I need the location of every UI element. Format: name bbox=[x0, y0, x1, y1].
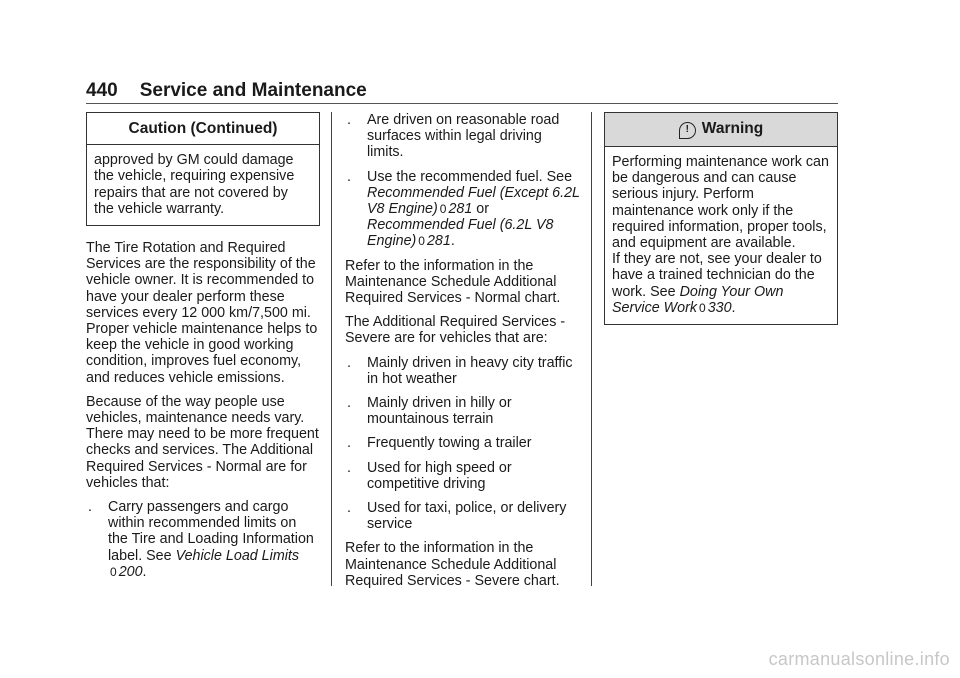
bullet-marker: . bbox=[88, 499, 92, 516]
page-number: 440 bbox=[86, 80, 118, 101]
caution-box bbox=[86, 112, 320, 226]
caution-title: Caution (Continued) bbox=[87, 113, 319, 145]
bullet-marker: . bbox=[347, 354, 351, 371]
section-title: Service and Maintenance bbox=[139, 80, 367, 101]
conjunction-text: or bbox=[476, 201, 489, 218]
page-reference-link[interactable]: 330 bbox=[707, 299, 732, 316]
paragraph-normal-chart: Refer to the information in the Maintenance Schedule Additional Required Services - Normal chart. bbox=[345, 257, 561, 307]
column-1 bbox=[86, 112, 320, 588]
page-arrow-icon: 0 bbox=[699, 300, 706, 315]
list-item bbox=[345, 435, 581, 451]
warning-line: maintenance work only if the bbox=[612, 202, 794, 219]
cross-reference-link[interactable]: Doing Your Own Service Work bbox=[612, 283, 784, 316]
bullet-marker: . bbox=[347, 168, 351, 185]
bullet-text: Use the recommended fuel. See bbox=[367, 168, 573, 185]
bullet-marker: . bbox=[347, 500, 351, 517]
column-2 bbox=[345, 112, 581, 597]
paragraph-maintenance-needs: Because of the way people use vehicles, maintenance needs vary. There may need to be more frequent checks and services. The Additional Required Services - Normal are for vehicles that: bbox=[86, 393, 319, 491]
page-header bbox=[86, 80, 367, 102]
page-arrow-icon: 0 bbox=[110, 564, 117, 579]
warning-header bbox=[605, 113, 837, 147]
warning-line: work. See Doing Your Own Service Work 0 330. bbox=[612, 283, 784, 316]
watermark: carmanualsonline.info bbox=[768, 649, 950, 669]
list-item bbox=[345, 395, 581, 427]
warning-line: and equipment are available. bbox=[612, 235, 796, 252]
page-arrow-icon: 0 bbox=[418, 234, 425, 249]
page-reference-link[interactable]: 200 bbox=[118, 563, 143, 580]
bullet-marker: . bbox=[347, 112, 351, 128]
bullet-text: Carry passengers and cargo within recommended limits on the Tire and Loading Information label. See bbox=[108, 499, 314, 564]
bullet-text: Mainly driven in hilly or mountainous terrain bbox=[367, 395, 512, 428]
caution-line: repairs that are not covered by bbox=[94, 184, 288, 201]
cross-reference-link[interactable]: Vehicle Load Limits bbox=[175, 547, 300, 564]
caution-line: approved by GM could damage bbox=[94, 152, 294, 169]
warning-icon: ! bbox=[679, 122, 696, 139]
cross-reference-link[interactable]: Recommended Fuel (6.2L V8 Engine) bbox=[367, 217, 554, 250]
page-reference-link[interactable]: 281 bbox=[426, 233, 451, 250]
bullet-text: Mainly driven in heavy city traffic in hot weather bbox=[367, 354, 573, 387]
column-divider bbox=[591, 112, 592, 586]
warning-see-text: work. See bbox=[612, 283, 676, 300]
warning-line: serious injury. Perform bbox=[612, 186, 754, 203]
list-item: . Use the recommended fuel. See Recommended Fuel (Except 6.2L V8 Engine) 0 281 or Recommended Fuel (6.2L V8 Engine) 0 281. bbox=[347, 168, 580, 250]
caution-line: the vehicle warranty. bbox=[94, 200, 225, 217]
warning-body bbox=[605, 147, 837, 324]
warning-title: Warning bbox=[701, 120, 764, 137]
header-rule bbox=[86, 103, 838, 104]
list-item bbox=[345, 355, 581, 387]
warning-line: be dangerous and can cause bbox=[612, 170, 797, 187]
caution-line: the vehicle, requiring expensive bbox=[94, 168, 295, 185]
bullet-marker: . bbox=[347, 435, 351, 452]
bullet-text: Are driven on reasonable road surfaces within legal driving limits. bbox=[367, 112, 560, 161]
list-item bbox=[345, 500, 581, 532]
bullet-text: Used for high speed or competitive driving bbox=[367, 459, 512, 492]
paragraph-severe-chart: Refer to the information in the Maintenance Schedule Additional Required Services - Severe chart. bbox=[345, 540, 560, 589]
page-reference-link[interactable]: 281 bbox=[448, 201, 473, 218]
warning-line: If they are not, see your dealer to bbox=[612, 251, 822, 268]
column-3 bbox=[604, 112, 838, 339]
bullet-marker: . bbox=[347, 459, 351, 476]
warning-line: Performing maintenance work can bbox=[612, 154, 829, 170]
caution-body bbox=[87, 145, 319, 225]
warning-line: have a trained technician do the bbox=[612, 267, 815, 284]
warning-box bbox=[604, 112, 838, 325]
warning-line: required information, proper tools, bbox=[612, 218, 827, 235]
paragraph-severe-intro: The Additional Required Services - Severe are for vehicles that are: bbox=[345, 314, 566, 347]
bullet-text: Frequently towing a trailer bbox=[367, 435, 532, 452]
column-divider bbox=[331, 112, 332, 586]
paragraph-tire-rotation: The Tire Rotation and Required Services are the responsibility of the vehicle owner. It is recommended to have your dealer perform these services every 12 000 km/7,500 mi. Proper vehicle maintenance helps to keep the vehicle in good working condition, improves fuel economy, and reduces vehicle emissions. bbox=[86, 240, 318, 386]
list-item: . Carry passengers and cargo within recommended limits on the Tire and Loading Information label. See Vehicle Load Limits 0 200. bbox=[88, 499, 314, 580]
list-item bbox=[345, 112, 581, 161]
bullet-marker: . bbox=[347, 395, 351, 412]
page-arrow-icon: 0 bbox=[439, 202, 447, 217]
bullet-text: Used for taxi, police, or delivery service bbox=[367, 500, 567, 533]
list-item bbox=[345, 460, 581, 492]
cross-reference-link[interactable]: Recommended Fuel (Except 6.2L V8 Engine) bbox=[367, 184, 580, 218]
